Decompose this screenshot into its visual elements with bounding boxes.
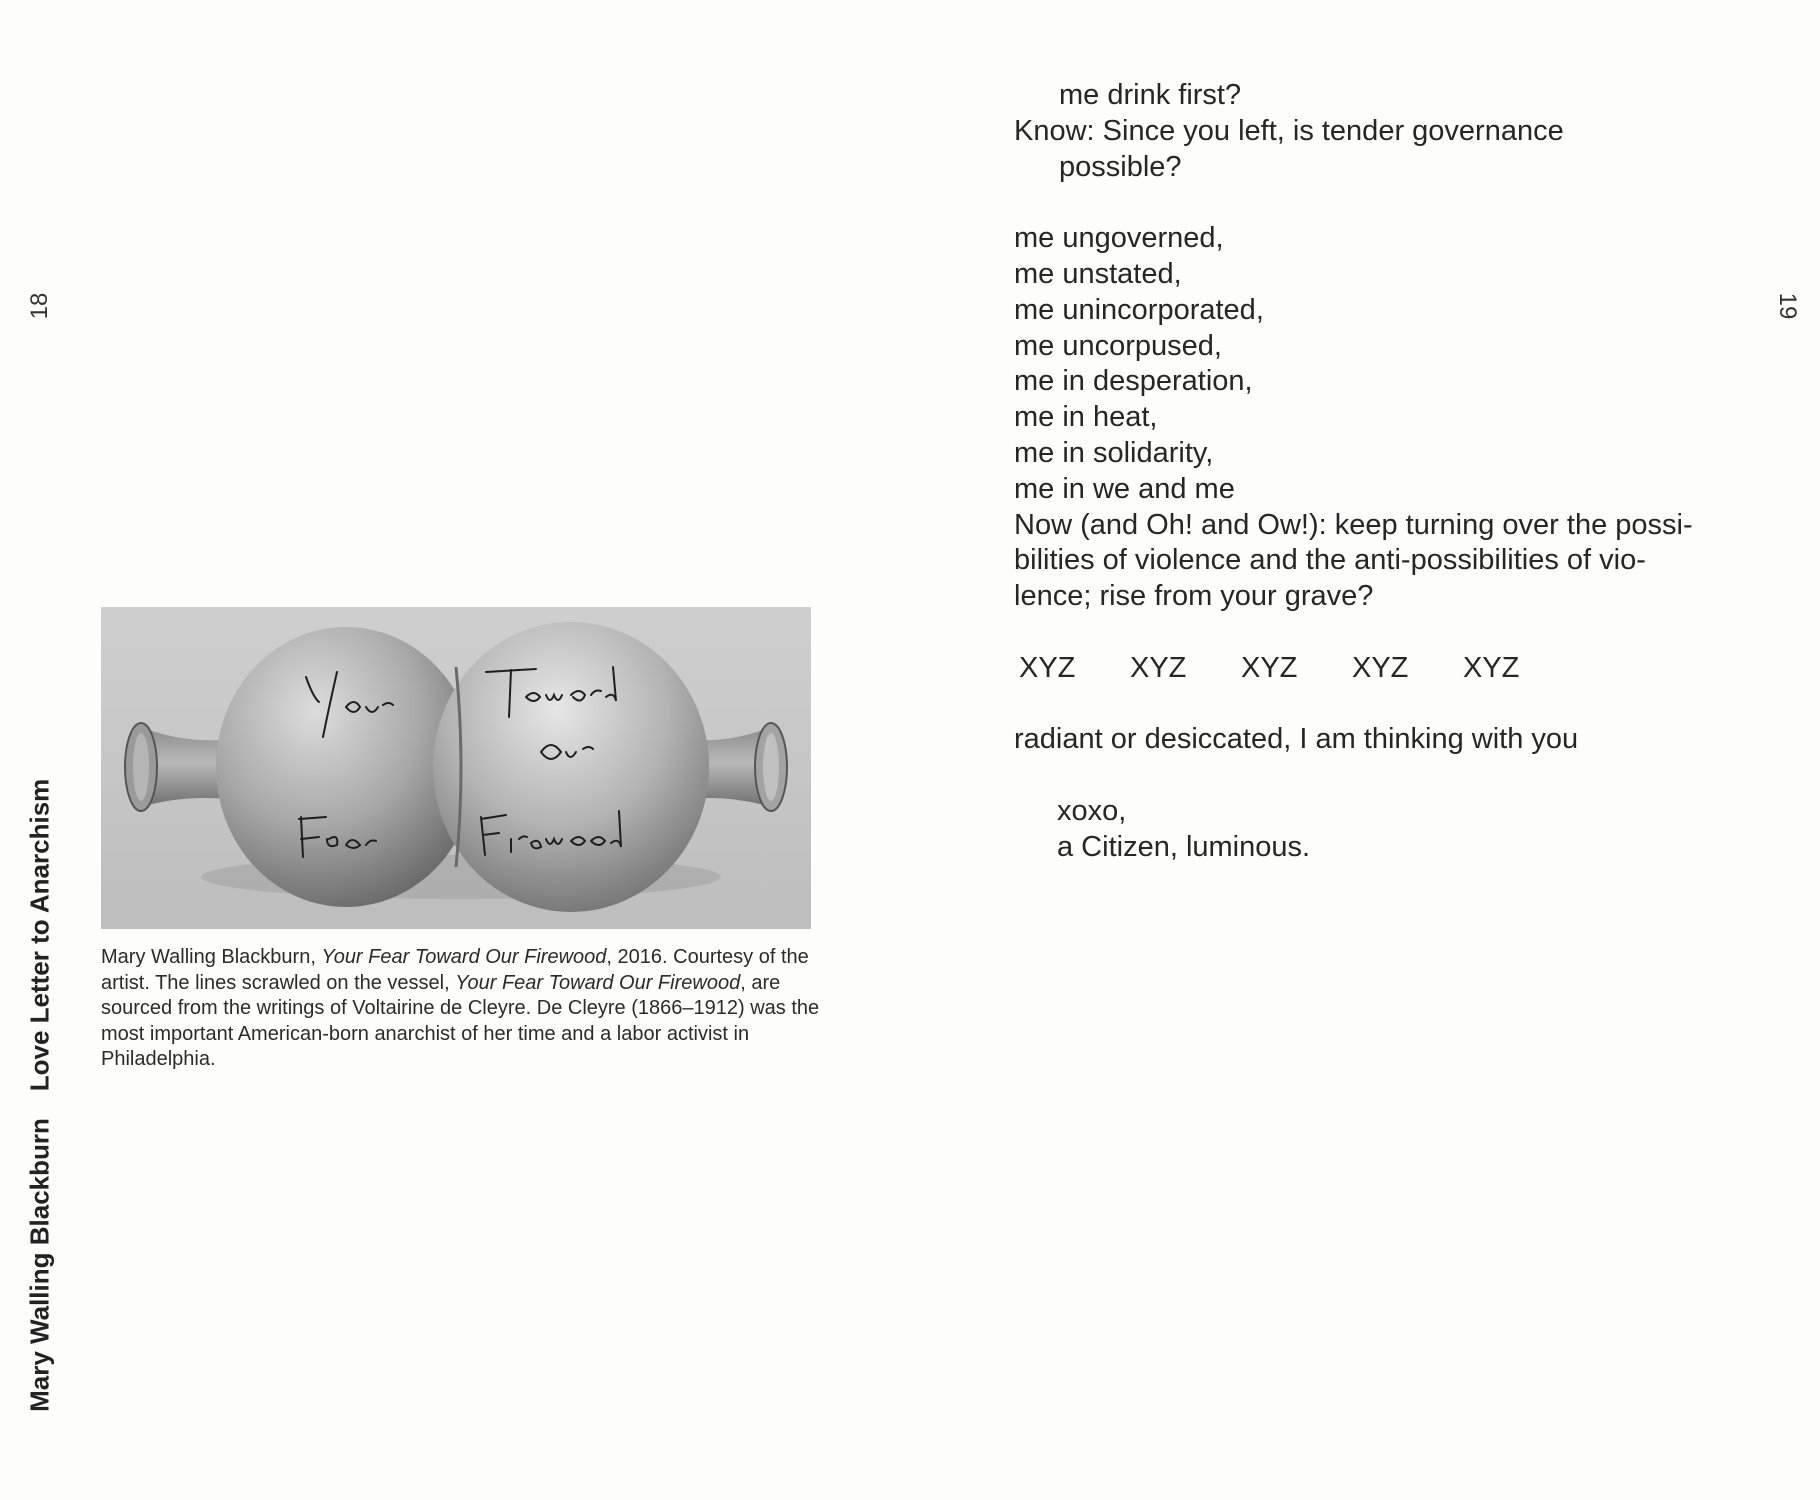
stanza-break [1014, 185, 1734, 221]
poem-line: me in solidarity, [1014, 436, 1214, 469]
poem-line: me in heat, [1014, 401, 1158, 434]
xyz-item: XYZ [1241, 651, 1298, 684]
signature: a Citizen, luminous. [1057, 830, 1311, 863]
poem-text [1014, 78, 1734, 866]
poem-line: me unincorporated, [1014, 293, 1264, 326]
poem-line: Know: Since you left, is tender governance [1014, 114, 1564, 147]
vessel-photograph [101, 607, 811, 929]
sign-off: xoxo, [1057, 794, 1127, 827]
xyz-item: XYZ [1019, 651, 1076, 684]
poem-line: me in we and me [1014, 472, 1235, 505]
caption-work-title-1: Your Fear Toward Our Firewood [321, 946, 607, 968]
poem-line: possible? [1059, 150, 1182, 183]
caption-text-2: , 2016. Courtesy of the artist. The lines scrawled on the vessel, [101, 946, 809, 994]
xyz-item: XYZ [1130, 651, 1187, 684]
poem-line: Now (and Oh! and Ow!): keep turning over the possi- [1014, 508, 1693, 541]
running-author: Mary Walling Blackburn [24, 1118, 55, 1412]
figure-caption [101, 945, 821, 1073]
poem-line: lence; rise from your grave? [1014, 580, 1374, 613]
page-number-left: 18 [26, 292, 53, 320]
poem-line: me ungoverned, [1014, 222, 1224, 255]
xyz-item: XYZ [1352, 651, 1409, 684]
poem-line: radiant or desiccated, I am thinking with you [1014, 723, 1579, 756]
xyz-item: XYZ [1463, 651, 1520, 684]
poem-line: bilities of violence and the anti-possibilities of vio- [1014, 544, 1646, 577]
poem-line: me drink first? [1059, 79, 1242, 111]
xyz-row [1014, 651, 1734, 687]
poem-line: me uncorpused, [1014, 329, 1222, 362]
stanza-break [1014, 615, 1734, 651]
stanza-break [1014, 758, 1734, 794]
page-number-right: 19 [1774, 292, 1801, 320]
caption-text-3: , are sourced from the writings of Voltairine de Cleyre. De Cleyre (1866–1912) was the most important American-born anarchist of her time and a labor activist in Philadelphia. [101, 971, 820, 1070]
running-title: Love Letter to Anarchism [24, 778, 55, 1092]
stanza-break [1014, 687, 1734, 723]
poem-line: me in desperation, [1014, 365, 1253, 398]
caption-work-title-2: Your Fear Toward Our Firewood [455, 971, 741, 994]
double-vessel-illustration [101, 607, 811, 929]
caption-text-1: Mary Walling Blackburn, [101, 946, 322, 968]
poem-line: me unstated, [1014, 257, 1182, 290]
